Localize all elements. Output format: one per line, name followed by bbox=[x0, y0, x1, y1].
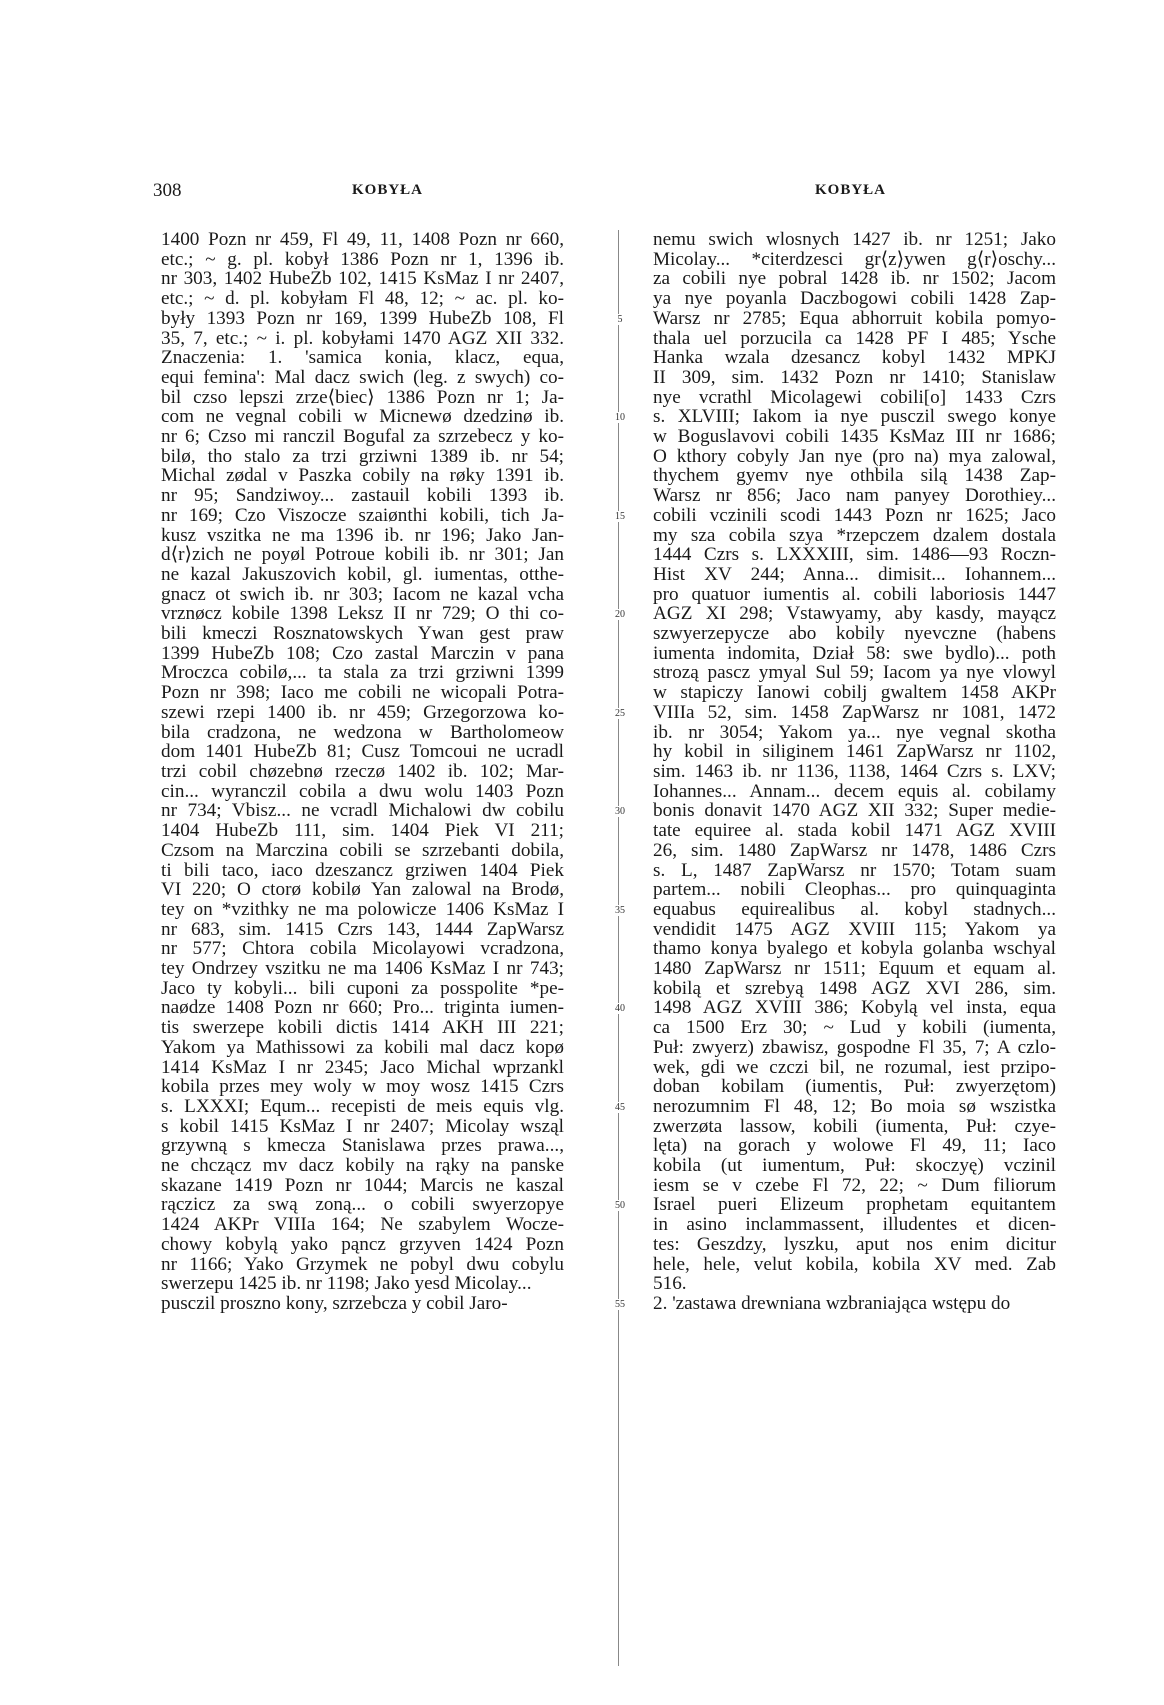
line-number: 35 bbox=[608, 905, 632, 916]
text-line: lęta) na gorach y wolowe Fl 49, 11; Iaco bbox=[653, 1135, 1056, 1157]
text-line: thamo konya byalego et kobyla golanba wschyal bbox=[653, 938, 1056, 960]
text-line: Israel pueri Elizeum prophetam equitantem bbox=[653, 1194, 1056, 1216]
text-line: ne chcząсz mv dacz kobily na rąky na panske bbox=[161, 1155, 564, 1177]
line-number: 50 bbox=[608, 1200, 632, 1211]
text-line: Warsz nr 2785; Equa abhorruit kobila pomyo- bbox=[653, 307, 1056, 329]
text-line: doban kobilam (iumentis, Puł: zwyerzętom) bbox=[653, 1076, 1056, 1098]
text-line: kusz vszitka ne ma 1396 ib. nr 196; Jako Jan- bbox=[161, 524, 564, 546]
running-header-right: KOBYŁA bbox=[815, 182, 887, 198]
line-number: 30 bbox=[608, 806, 632, 817]
text-line: bili kmeczi Rosznatowskych Ywan gest praw bbox=[161, 623, 564, 645]
text-line: 26, sim. 1480 ZapWarsz nr 1478, 1486 Czrs bbox=[653, 839, 1056, 861]
text-line: Jaco ty kobyli... bili cuponi za posspolite *pe- bbox=[161, 977, 564, 999]
text-line: s kobil 1415 KsMaz I nr 2407; Micolay wsząl bbox=[161, 1115, 564, 1137]
text-line: thala uel porzucila ca 1428 PF I 485; Ysche bbox=[653, 327, 1056, 349]
text-line: tes: Geszdzy, lyszku, aput nos enim dicitur bbox=[653, 1233, 1056, 1255]
text-line: 1399 HubeZb 108; Czo zastal Marczin v pana bbox=[161, 642, 564, 664]
text-line: nr 1166; Yako Grzymek ne pobyl dwu cobylu bbox=[161, 1253, 564, 1275]
text-line: swerzepu 1425 ib. nr 1198; Jako yesd Micolay... bbox=[161, 1273, 532, 1295]
page-number: 308 bbox=[153, 180, 182, 201]
text-line: my sza cobila szya *rzepczem dzalem dostala bbox=[653, 524, 1056, 546]
text-line: trzi cobil chøzebnø rzeczø 1402 ib. 102; Mar- bbox=[161, 760, 564, 782]
text-line: Micolay... *citerdzesci gr⟨z⟩ywen g⟨r⟩oschy... bbox=[653, 248, 1056, 270]
text-line: AGZ XI 298; Vstawyamy, aby kasdy, mayącz bbox=[653, 603, 1056, 625]
text-line: 1400 Pozn nr 459, Fl 49, 11, 1408 Pozn nr 660, bbox=[161, 229, 564, 250]
text-line: zwerzøta lassow, kobili (iumenta, Puł: czye- bbox=[653, 1115, 1056, 1137]
text-line: nye vcrathl Micolagewi cobili[o] 1433 Czrs bbox=[653, 386, 1056, 408]
line-number: 40 bbox=[608, 1003, 632, 1014]
text-line: bil czso lepszi zrze⟨biec⟩ 1386 Pozn nr 1; Ja- bbox=[161, 386, 564, 408]
text-line: partem... nobili Cleophas... pro quinquaginta bbox=[653, 879, 1056, 901]
line-number: 5 bbox=[608, 314, 632, 325]
text-line: nr 303, 1402 HubeZb 102, 1415 KsMaz I nr 2407, bbox=[161, 268, 564, 290]
text-line: hele, hele, velut kobila, kobila XV med. Zab bbox=[653, 1253, 1056, 1275]
text-line: tate equiree al. stada kobil 1471 AGZ XVIII bbox=[653, 820, 1056, 842]
text-line: 35, 7, etc.; ~ i. pl. kobyłami 1470 AGZ XII 332. bbox=[161, 327, 564, 349]
line-number: 25 bbox=[608, 708, 632, 719]
text-line: cin... wyranczil cobila a dwu wolu 1403 Pozn bbox=[161, 780, 564, 802]
line-number: 45 bbox=[608, 1102, 632, 1113]
text-line: Yakom ya Mathissowi za kobili mal dacz kopø bbox=[161, 1036, 564, 1058]
text-line: Znaczenia: 1. 'samica konia, klacz, equa, bbox=[161, 347, 564, 369]
text-line: Hist XV 244; Anna... dimisit... Iohannem... bbox=[653, 563, 1056, 585]
text-line: pusczil proszno kony, szrzebcza y cobil Jaro- bbox=[161, 1292, 508, 1314]
text-line: nr 6; Czso mi ranczil Bogufal za szrzebecz y ko- bbox=[161, 426, 564, 448]
text-line: w Boguslavovi cobili 1435 KsMaz III nr 1686; bbox=[653, 426, 1056, 448]
text-line: kobila (ut iumentum, Puł: skoczyę) vczinil bbox=[653, 1155, 1056, 1177]
text-line: iumenta indomita, Dział 58: swe bydlo)... poth bbox=[653, 642, 1056, 664]
text-line: 516. bbox=[653, 1273, 687, 1295]
text-line: com ne vegnal cobili w Micnewø dzedzinø ib. bbox=[161, 406, 564, 428]
text-line: thychem gyemv nye othbila silą 1438 Zap- bbox=[653, 465, 1056, 487]
text-line: tis swerzepe kobili dictis 1414 AKH III 221; bbox=[161, 1017, 564, 1039]
text-line: Pozn nr 398; Iaco me cobili ne wicopali Potra- bbox=[161, 682, 564, 704]
text-line: tey Ondrzey vszitku ne ma 1406 KsMaz I nr 743; bbox=[161, 958, 564, 980]
text-line: nerozumnim Fl 48, 12; Bo moia sø wszistka bbox=[653, 1095, 1056, 1117]
text-line: strozą pascz ymyal Sul 59; Iacom ya nye vlowyl bbox=[653, 662, 1056, 684]
line-number: 55 bbox=[608, 1299, 632, 1310]
text-line: VI 220; O ctorø kobilø Yan zalowal na Brodø, bbox=[161, 879, 564, 901]
text-line: cobili vczinili scodi 1443 Pozn nr 1625; Jaco bbox=[653, 504, 1056, 526]
text-line: Hanka wzala dzesancz kobyl 1432 MPKJ bbox=[653, 347, 1056, 369]
text-line: w stapiczy Ianowi cobilj gwaltem 1458 AKPr bbox=[653, 682, 1056, 704]
text-line: ti bili taco, iaco dzeszancz grziwen 1404 Piek bbox=[161, 859, 564, 881]
column-divider bbox=[618, 230, 619, 1666]
text-line: 1424 AKPr VIIIa 164; Ne szabylem Wocze- bbox=[161, 1214, 564, 1236]
text-line: wek, gdi we czczi bil, ne rozumal, iest przipo- bbox=[653, 1056, 1056, 1078]
right-column bbox=[653, 230, 1056, 1314]
text-line: etc.; ~ g. pl. kobył 1386 Pozn nr 1, 1396 ib. bbox=[161, 248, 564, 270]
text-line: O kthory cobyly Jan nye (pro na) mya zalowal, bbox=[653, 445, 1056, 467]
text-line: nemu swich wlosnych 1427 ib. nr 1251; Jako bbox=[653, 229, 1056, 250]
text-line: 1404 HubeZb 111, sim. 1404 Piek VI 211; bbox=[161, 820, 564, 842]
text-line: nr 169; Czo Viszocze szaiønthi kobili, tich Ja- bbox=[161, 504, 564, 526]
text-line: gnacz ot swich ib. nr 303; Iacom ne kazal vcha bbox=[161, 583, 564, 605]
text-line: nr 577; Chtora cobila Micolayowi vcradzona, bbox=[161, 938, 564, 960]
text-line: grzywną s kmecza Stanislawa przes prawa..., bbox=[161, 1135, 564, 1157]
running-header-left: KOBYŁA bbox=[352, 182, 424, 198]
text-line: szewi rzepi 1400 ib. nr 459; Grzegorzowa ko- bbox=[161, 701, 564, 723]
text-line: VIIIa 52, sim. 1458 ZapWarsz nr 1081, 1472 bbox=[653, 701, 1056, 723]
text-line: 2. 'zastawa drewniana wzbraniająca wstępu do bbox=[653, 1292, 1011, 1314]
text-line: pro quatuor iumentis al. cobili laboriosis 1447 bbox=[653, 583, 1056, 605]
text-line: in asino inclammassent, illudentes et dicen- bbox=[653, 1214, 1056, 1236]
text-line: bila cradzona, ne wedzona w Bartholomeow bbox=[161, 721, 564, 743]
text-line: Michal zødal v Paszka cobily na røky 1391 ib. bbox=[161, 465, 564, 487]
text-line: Puł: zwyerz) zbawisz, gospodne Fl 35, 7; A czlo- bbox=[653, 1036, 1056, 1058]
text-line: naødze 1408 Pozn nr 660; Pro... triginta iumen- bbox=[161, 997, 564, 1019]
text-line: nr 95; Sandziwoy... zastauil kobili 1393 ib. bbox=[161, 485, 564, 507]
text-line: d⟨r⟩zich ne poyøl Potroue kobili ib. nr 301; Jan bbox=[161, 544, 564, 566]
text-line: bilø, tho stalo za trzi grziwni 1389 ib. nr 54; bbox=[161, 445, 564, 467]
text-line: ne kazal Jakuszovich kobil, gl. iumentas, otthe- bbox=[161, 563, 564, 585]
text-line: s. LXXXI; Equm... recepisti de meis equis vlg. bbox=[161, 1095, 564, 1117]
text-line: Czsom na Marczina cobili se szrzebanti dobila, bbox=[161, 839, 564, 861]
text-line: equabus equirealibus al. kobyl stadnych... bbox=[653, 898, 1056, 920]
text-line: Iohannes... Annam... decem equis al. cobilamy bbox=[653, 780, 1056, 802]
text-line: kobila przes mey woly w moy wosz 1415 Czrs bbox=[161, 1076, 564, 1098]
line-number: 20 bbox=[608, 609, 632, 620]
text-line: iesm se v czebe Fl 72, 22; ~ Dum filiorum bbox=[653, 1174, 1056, 1196]
text-line: tey on *vzithky ne ma polowicze 1406 KsMaz I bbox=[161, 898, 564, 920]
text-line: 1498 AGZ XVIII 386; Kobylą vel insta, equa bbox=[653, 997, 1056, 1019]
text-line: skazane 1419 Pozn nr 1044; Marcis ne kaszal bbox=[161, 1174, 564, 1196]
text-line: 1444 Czrs s. LXXXIII, sim. 1486—93 Roczn- bbox=[653, 544, 1056, 566]
text-line: bonis donavit 1470 AGZ XII 332; Super medie- bbox=[653, 800, 1056, 822]
text-line: sim. 1463 ib. nr 1136, 1138, 1464 Czrs s. LXV; bbox=[653, 760, 1056, 782]
text-line: II 309, sim. 1432 Pozn nr 1410; Stanislaw bbox=[653, 366, 1056, 388]
text-line: 1414 KsMaz I nr 2345; Jaco Michal wprzankl bbox=[161, 1056, 564, 1078]
line-number: 10 bbox=[608, 412, 632, 423]
line-number: 15 bbox=[608, 511, 632, 522]
text-line: rączicz za swą zoną... o cobili swyerzopye bbox=[161, 1194, 564, 1216]
text-line: ib. nr 3054; Yakom ya... nye vegnal skotha bbox=[653, 721, 1056, 743]
text-line: chowy kobylą yako pąncz grzyven 1424 Pozn bbox=[161, 1233, 564, 1255]
left-column bbox=[161, 230, 564, 1314]
text-line: za cobili nye pobral 1428 ib. nr 1502; Jacom bbox=[653, 268, 1056, 290]
text-line: vrznøcz kobile 1398 Leksz II nr 729; O thi co- bbox=[161, 603, 564, 625]
text-line: equi femina': Mal dacz swich (leg. z swych) co- bbox=[161, 366, 564, 388]
text-line: hy kobil in siliginem 1461 ZapWarsz nr 1102, bbox=[653, 741, 1056, 763]
text-line: etc.; ~ d. pl. kobyłam Fl 48, 12; ~ ac. pl. ko- bbox=[161, 288, 564, 310]
text-line: nr 734; Vbisz... ne vcradl Michalowi dw cobilu bbox=[161, 800, 564, 822]
text-line: szwyerzepycze abo kobily nyevczne (habens bbox=[653, 623, 1056, 645]
text-line: Warsz nr 856; Jaco nam panyey Dorothiey... bbox=[653, 485, 1056, 507]
text-line: s. XLVIII; Iakom ia nye pusczil swego konye bbox=[653, 406, 1056, 428]
text-line: ya nye poyanla Daczbogowi cobili 1428 Zap- bbox=[653, 288, 1056, 310]
text-line: s. L, 1487 ZapWarsz nr 1570; Totam suam bbox=[653, 859, 1056, 881]
text-line: dom 1401 HubeZb 81; Cusz Tomcoui ne ucradl bbox=[161, 741, 564, 763]
text-line: 1480 ZapWarsz nr 1511; Equum et equam al. bbox=[653, 958, 1056, 980]
text-line: nr 683, sim. 1415 Czrs 143, 1444 ZapWarsz bbox=[161, 918, 564, 940]
text-line: kobilą et szrebyą 1498 AGZ XVI 286, sim. bbox=[653, 977, 1056, 999]
text-line: vendidit 1475 AGZ XVIII 115; Yakom ya bbox=[653, 918, 1056, 940]
text-line: ca 1500 Erz 30; ~ Lud y kobili (iumenta, bbox=[653, 1017, 1056, 1039]
text-line: Mroczca cobilø,... ta stala za trzi grziwni 1399 bbox=[161, 662, 564, 684]
text-line: były 1393 Pozn nr 169, 1399 HubeZb 108, Fl bbox=[161, 307, 564, 329]
